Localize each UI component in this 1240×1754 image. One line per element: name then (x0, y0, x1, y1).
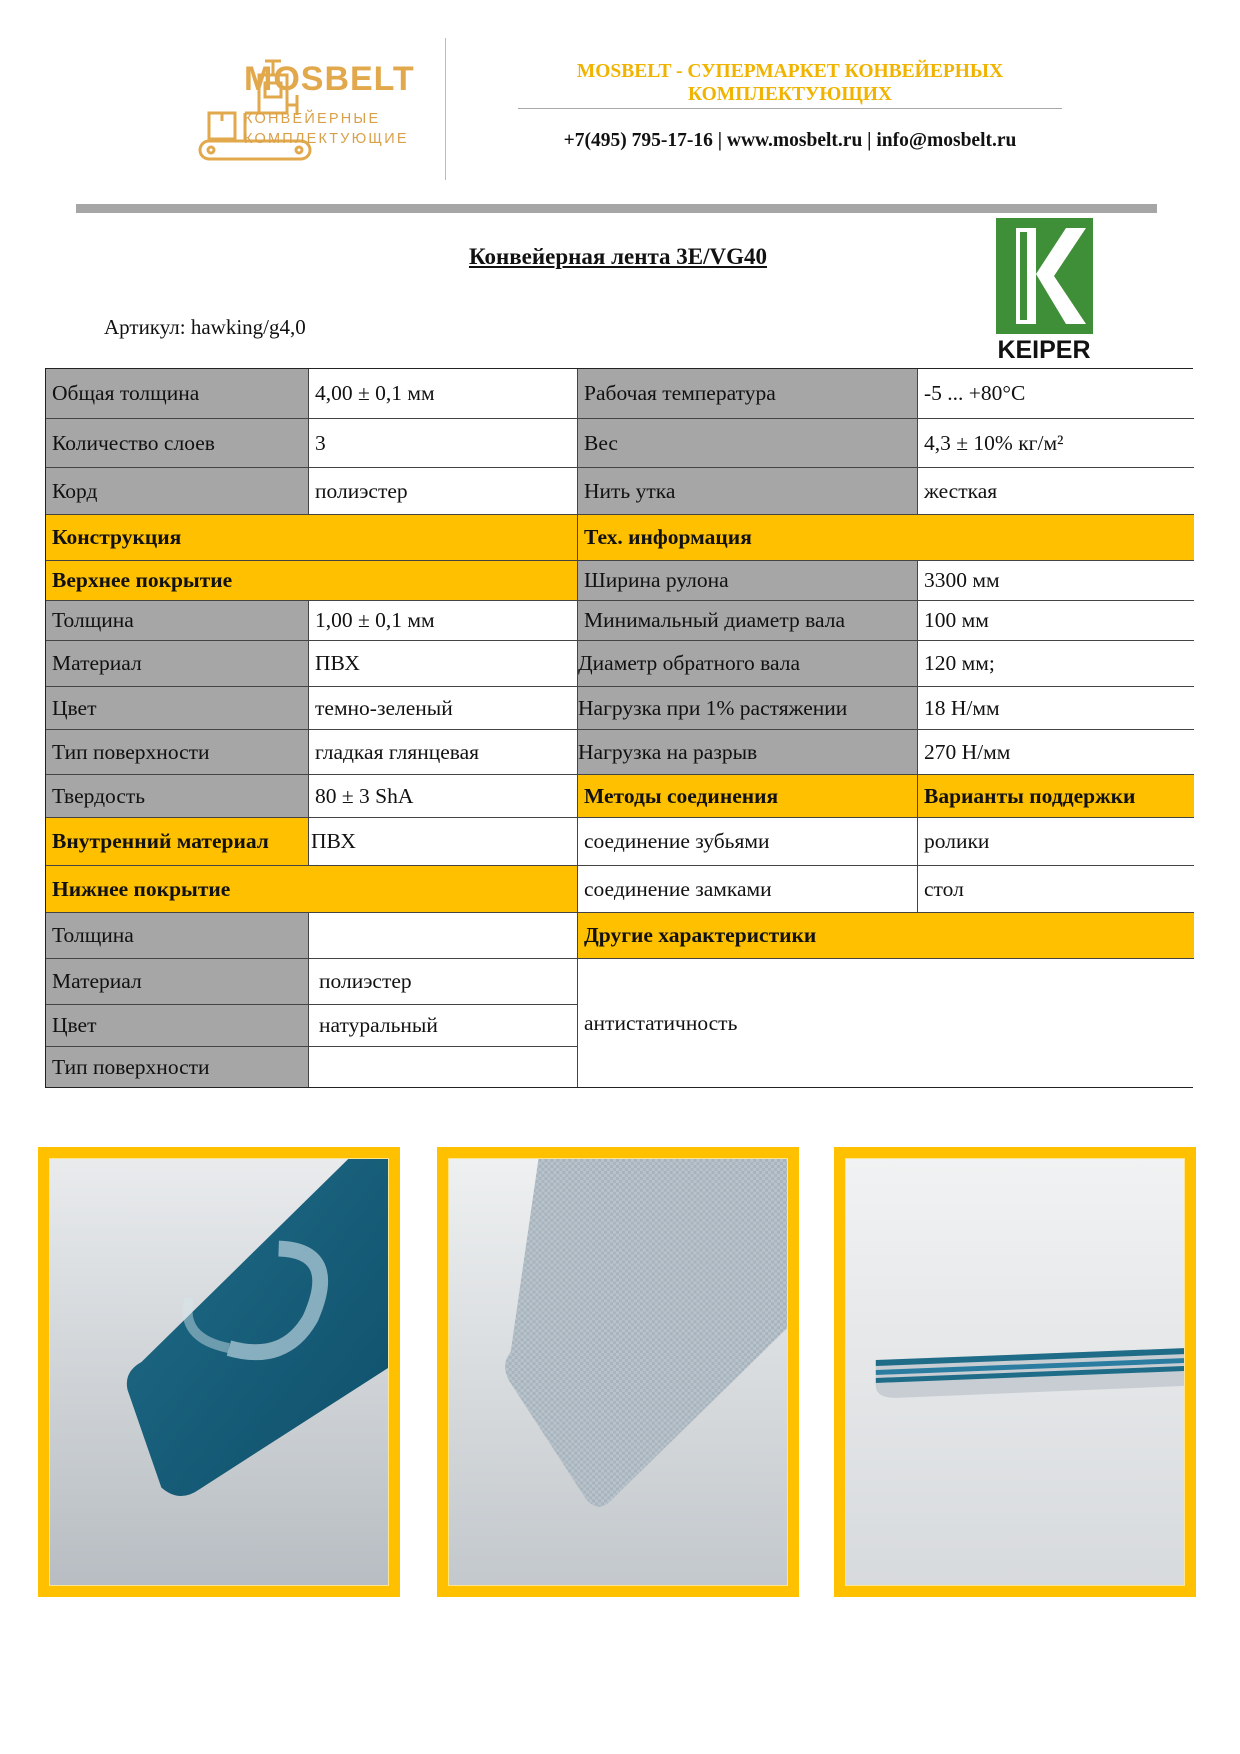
spec-label: Количество слоев (46, 419, 309, 468)
spec-label: Толщина (46, 601, 309, 641)
belt-bottom-surface-photo (449, 1159, 787, 1585)
spec-label: Нить утка (578, 468, 918, 515)
photo-frame-cross-section (834, 1147, 1196, 1597)
spec-label: Тип поверхности (46, 730, 309, 775)
support-option: стол (918, 866, 1194, 913)
section-heading: Конструкция (46, 515, 578, 561)
support-option: ролики (918, 818, 1194, 866)
spec-label: Ширина рулона (578, 561, 918, 601)
section-heading: Другие характеристики (578, 913, 1194, 959)
spec-label: Цвет (46, 1005, 309, 1047)
section-heading: Варианты поддержки (918, 775, 1194, 818)
spec-label: Тип поверхности (46, 1047, 309, 1087)
spec-label: Нагрузка на разрыв (578, 730, 918, 775)
spec-label: Материал (46, 959, 309, 1005)
spec-table (45, 368, 1193, 1088)
slogan-line-1: MOSBELT - СУПЕРМАРКЕТ КОНВЕЙЕРНЫХ (576, 61, 1004, 82)
belt-top-surface-photo (50, 1159, 388, 1585)
spec-value: 3 (309, 419, 578, 468)
spec-value: полиэстер (309, 468, 578, 515)
spec-value: 18 Н/мм (918, 687, 1194, 730)
spec-value: 100 мм (918, 601, 1194, 641)
join-method: соединение зубьями (578, 818, 918, 866)
spec-label: Твердость (46, 775, 309, 818)
join-method: соединение замками (578, 866, 918, 913)
section-heading: Тех. информация (578, 515, 1194, 561)
photo-frame-bottom-surface (437, 1147, 799, 1597)
brand-subtitle-1: КОНВЕЙЕРНЫЕ (244, 111, 381, 127)
header-divider (445, 38, 446, 180)
spec-label: Вес (578, 419, 918, 468)
other-characteristic: антистатичность (578, 959, 1194, 1087)
spec-label: Общая толщина (46, 369, 309, 419)
brand-subtitle-2: КОМПЛЕКТУЮЩИЕ (244, 131, 409, 147)
photo-frame-top-surface (38, 1147, 400, 1597)
spec-label: Корд (46, 468, 309, 515)
spec-label: Минимальный диаметр вала (578, 601, 918, 641)
header-bar (76, 204, 1157, 213)
spec-value: 4,00 ± 0,1 мм (309, 369, 578, 419)
spec-label: Толщина (46, 913, 309, 959)
spec-value: 80 ± 3 ShA (309, 775, 578, 818)
spec-value: 270 Н/мм (918, 730, 1194, 775)
spec-value: -5 ... +80°C (918, 369, 1194, 419)
spec-value: ПВХ (309, 641, 578, 687)
spec-label: Материал (46, 641, 309, 687)
keiper-logo (996, 218, 1093, 363)
spec-value: темно-зеленый (309, 687, 578, 730)
section-heading: Верхнее покрытие (46, 561, 578, 601)
contacts-line: +7(495) 795-17-16 | www.mosbelt.ru | info@mosbelt.ru (563, 130, 1017, 151)
spec-value: жесткая (918, 468, 1194, 515)
spec-value: 1,00 ± 0,1 мм (309, 601, 578, 641)
spec-value: 120 мм; (918, 641, 1194, 687)
brand-name: MOSBELT (244, 60, 415, 98)
spec-value (309, 1047, 578, 1087)
spec-value: ПВХ (309, 818, 578, 866)
spec-value: натуральный (309, 1005, 578, 1047)
spec-value: 3300 мм (918, 561, 1194, 601)
belt-cross-section-photo (846, 1159, 1184, 1585)
slogan-rule (518, 108, 1062, 109)
spec-value: 4,3 ± 10% кг/м² (918, 419, 1194, 468)
spec-label: Рабочая температура (578, 369, 918, 419)
section-heading: Нижнее покрытие (46, 866, 578, 913)
spec-value (309, 913, 578, 959)
article-number: Артикул: hawking/g4,0 (104, 315, 306, 339)
spec-label: Цвет (46, 687, 309, 730)
document-title: Конвейерная лента 3E/VG40 (468, 244, 768, 269)
keiper-wordmark: KEIPER (997, 336, 1091, 363)
spec-label: Диаметр обратного вала (578, 641, 918, 687)
spec-value: гладкая глянцевая (309, 730, 578, 775)
section-heading: Методы соединения (578, 775, 918, 818)
spec-label: Нагрузка при 1% растяжении (578, 687, 918, 730)
section-heading: Внутренний материал (46, 818, 309, 866)
spec-value: полиэстер (309, 959, 578, 1005)
slogan-line-2: КОМПЛЕКТУЮЩИХ (687, 84, 892, 105)
